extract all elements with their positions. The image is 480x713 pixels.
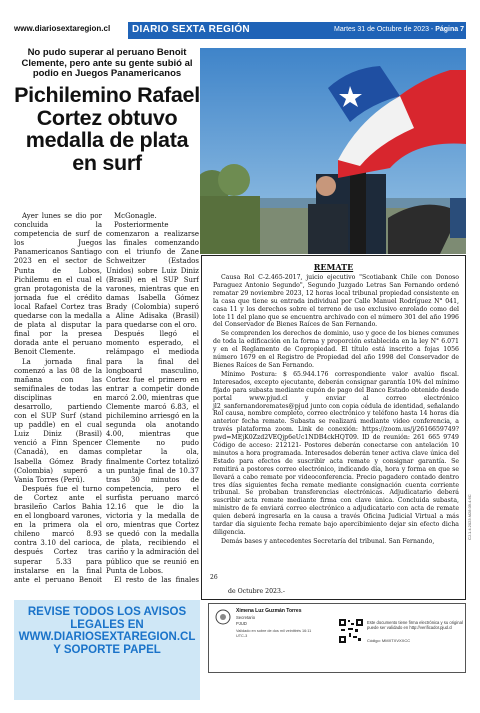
signer-role-text: Secretario: [236, 615, 256, 620]
remate-paragraph: Mínimo Postura: $ 65.944.176 correspondiente valor avalúo fiscal. Interesados, excepto ejecutante, deberán consignar garantía 10% del mínimo fijado para subasta mediante cupón de pago del Banco Estado obtenido desde portal www.pjud.cl y enviar al correo electrónico jl2_sanfernandoremates@pjud junto con copia cédula de identidad, señalando Rol causa, nombre completo, correo electrónico y teléfono hasta 14 horas día anterior fecha remate. Subasta se realizará mediante video conferencia, a través plataforma zoom. Link de conexión: https://zoom.us/j/2616659749?pwd=MEjK0Zzd2VEQjp6eUc1NDB4ckHQT09. ID de reunión: 261 665 9749 Código de acceso: 212121- Postores deberán conectarse con antelación 10 minutos a hora programada. Interesados deberán tener activa clave única del Estado para efectos de suscribir acta remate y consignar garantía. Se remitirá a postores correo electrónico, indicando día, hora y forma en que se llevará a cabo remate por videoconferencia. Precio pagadero contado dentro tres días siguientes fecha remate mediante consignación cuenta corriente tribunal. Se probaban transferencias electrónicas. Adjudicatario deberá suscribir acta remate mediante firma con clave única. Concluida subasta, ministro de fe enviará correo electrónico a adjudicatario con acta de remate quien deberá ingresarla en la causa a través Oficina Judicial Virtual a más tardar día siguiente fecha remate bajo apercibimiento dejar sin efecto dicha diligencia.: [213, 370, 459, 536]
remate-date-line: de Octubre 2023.-: [228, 588, 285, 595]
side-code: CJ.1.4.2023.M28.09.4.6C: [467, 494, 472, 540]
article-paragraph: Posteriormente comenzaron a realizarse las finales comenzando con el triunfo de Zane Schweitzer (Estados Unidos) sobre Luiz Diniz (Brasil) en el SUP Surf varones, mientras que en damas Isabella Gómez Brady (Colombia) superó a Aline Adisaka (Brasil) para quedarse con el oro.: [106, 221, 199, 330]
article-photo: [200, 48, 466, 254]
remate-paragraph: Causa Rol C-2.465-2017, juicio ejecutivo "Scotiabank Chile con Donoso Paraguez Antonio Segundo", Segundo Juzgado Letras San Fernando ordenó rematar 29 noviembre 2023, 12 horas local tribunal propiedad consistente en la casa que tiene su entrada individual por Calle Manuel Rodríguez N° 041, casa 11 y los derechos sobre el terreno de uso exclusivo enrolado como del lote 11 del plano que se encuentra archivado con el número 301 del año 1996 del Conservador de Bienes Raíces de San Fernando.: [213, 274, 459, 329]
qr-code-icon[interactable]: [339, 619, 363, 643]
ad-line: LEGALES EN: [70, 618, 144, 631]
ad-line: Y SOPORTE PAPEL: [53, 643, 161, 656]
article-paragraph: Después llegó el momento esperado, el relámpago el medioda para la final del longboard masculino, Cortez fue el primero en entrar a competir donde marcó 2.00, mientras que Clemente marcó 6.83, el pichilemino arriesgó en la segunda ola anotando 4.00, mientras que Clemente no pudo completar la ola, finalmente Cortez totalizó un puntaje final de 10.37 tras 30 minutos de competencia, pero el surfista peruano marcó 12.16 que le dio la victoria y la medalla de oro, mientras que Cortez se quedó con la medalla de plata, recibiendo el cariño y la admiración del público que se reunió en Punta de Lobos.: [106, 330, 199, 575]
signer-court: PJUD: [236, 620, 247, 626]
remate-paragraph: Demás bases y antecedentes Secretaría del tribunal. San Fernando,: [221, 537, 435, 545]
site-url[interactable]: www.diariosextaregion.cl: [14, 24, 111, 33]
remate-body: [213, 274, 459, 547]
article-column-1: [14, 212, 102, 584]
article-paragraph: McGonagle.: [114, 212, 157, 220]
ad-line: WWW.DIARIOSEXTAREGION.CL: [18, 631, 196, 643]
signer-role: [236, 615, 255, 626]
ad-line: REVISE TODOS LOS AVISOS: [27, 606, 187, 618]
legal-ads-banner[interactable]: [14, 600, 200, 700]
remate-title: REMATE: [313, 262, 354, 272]
issue-date: [324, 26, 464, 33]
article-paragraph: La jornada final comenzó a las 08 de la mañana con las semifinales de todas las disciplinas en desarrollo, partiendo con el SUP Surf (stand up paddle) en el cual Luiz Diniz (Brasil) venció a Finn Spencer (Canadá), en damas Isabella Gómez Brady (Colombia) superó a Vania Torres (Perú).: [14, 357, 102, 484]
page-number: Página 7: [435, 26, 464, 33]
article-kicker: No pudo superar al peruano Benoit Clemente, pero ante su gente subió al podio en Juegos Panamericanos: [21, 47, 193, 79]
newspaper-brand: DIARIO SEXTA REGIÓN: [132, 24, 250, 35]
page-header: [14, 22, 466, 39]
remate-page-number: 26: [210, 574, 218, 581]
court-seal-icon: [215, 609, 231, 625]
article-paragraph: Ayer lunes se dio por concluida la competencia de surf de los Juegos Panamericanos Santiago 2023 en el sector de Punta de Lobos, Pichilemu en el cual el gran protagonista de la jornada fue el crédito local Rafael Cortez tras quedarse con la medalla de plata al disputar la final por la presea dorada ante el peruano Benoit Clemente.: [14, 212, 102, 357]
surfer-with-flag-image: [200, 48, 466, 254]
verification-code: Código: MMXTXVXXCC: [367, 638, 411, 643]
electronic-signature-box: [208, 603, 466, 673]
signature-info: Este documento tiene firma electrónica y su original puede ser validado en http://verificador.pjud.cl: [367, 620, 463, 631]
remate-paragraph: Se comprenden los derechos de dominio, uso y goce de los bienes comunes de toda la edificación en la forma y proporción establecida en la ley N° 6.071 y en el Reglamento de Copropiedad. El título está inscrito a fojas 1056 número 1679 en el Registro de Propiedad del año 1998 del Conservador de Bienes Raíces de San Fernando.: [213, 330, 459, 369]
signer-name: Ximena Luz Guzmán Torres: [236, 608, 302, 614]
signature-meta: Validado en sobre de dos mil veintitrés 16:11 UTC-3: [236, 629, 312, 638]
article-column-2: [106, 212, 199, 584]
legal-notice-remate: [201, 255, 466, 600]
article-paragraph: El resto de las finales: [114, 575, 199, 584]
article-headline: Pichilemino Rafael Cortez obtuvo medalla de plata en surf: [14, 83, 200, 175]
article-paragraph: Después fue el turno de Cortez ante el brasileño Carlos Bahia en el longboard varones, en la primera ola el chileno marcó 8.93 contra 3.10 del carioca, después Cortez tras superar 5.33 para instalarse en la final ante el peruano Benoit: [14, 484, 102, 584]
date-text: Martes 31 de Octubre de 2023 -: [334, 26, 436, 33]
